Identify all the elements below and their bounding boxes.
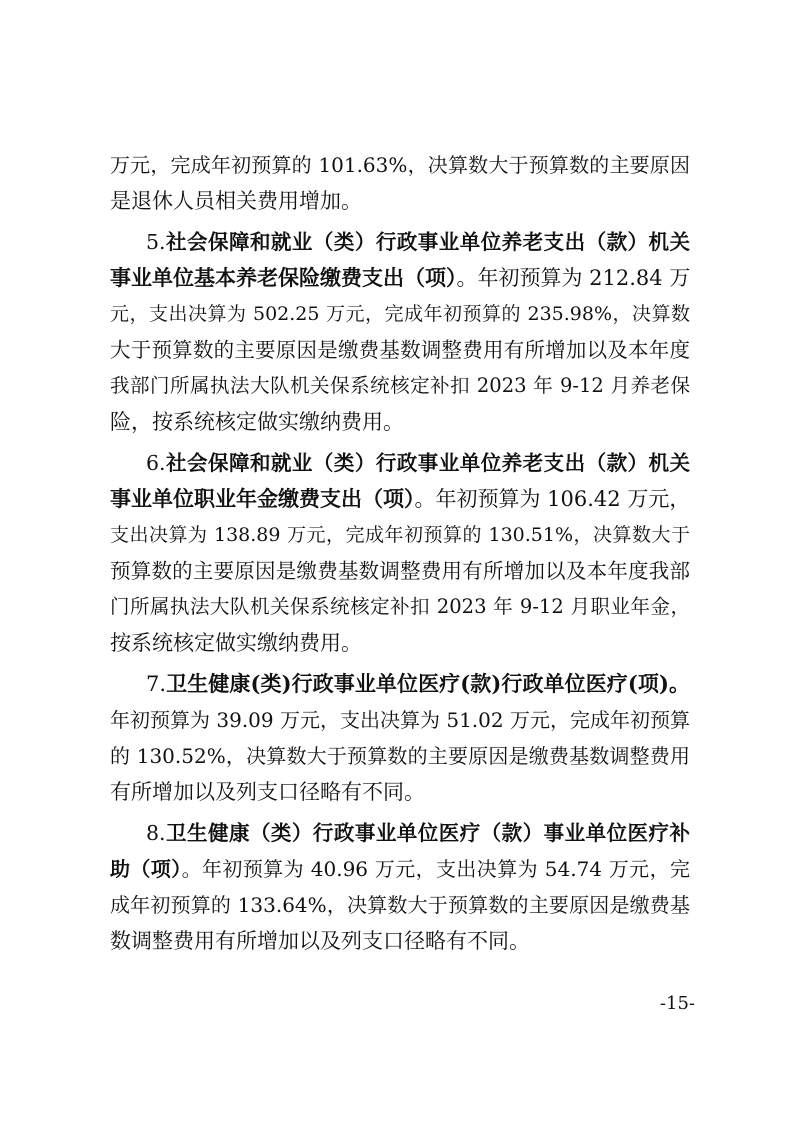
paragraph-line xyxy=(110,299,690,329)
item-heading: 卫生健康(类)行政事业单位医疗(款)行政单位医疗(项)。 xyxy=(166,671,690,696)
paragraph-line xyxy=(110,335,690,365)
paragraph-line xyxy=(110,407,690,437)
item-heading: 卫生健康（类）行政事业单位医疗（款）事业单位医疗补 xyxy=(165,821,690,845)
body-text: 年初预算为 39.09 万元，支出决算为 51.02 万元，完成年初预算 xyxy=(110,708,690,732)
body-text: 万元，完成年初预算的 101.63%，决算数大于预算数的主要原因 xyxy=(110,153,690,177)
paragraph-line xyxy=(110,705,690,735)
page-number: -15- xyxy=(659,993,695,1014)
item-heading: 助（项） xyxy=(110,857,182,881)
paragraph-line xyxy=(110,186,690,216)
item-number: 6. xyxy=(146,451,166,475)
body-text: 元，支出决算为 502.25 万元，完成年初预算的 235.98%，决算数 xyxy=(110,303,690,325)
body-text: 我部门所属执法大队机关保系统核定补扣 2023 年 9-12 月养老保 xyxy=(110,374,690,397)
paragraph-line xyxy=(110,890,690,920)
paragraph-line xyxy=(110,854,690,884)
item-heading: 社会保障和就业（类）行政事业单位养老支出（款）机关 xyxy=(165,230,690,254)
body-text: 有所增加以及列支口径略有不同。 xyxy=(110,780,425,804)
paragraph-line xyxy=(146,818,690,848)
body-text: 。年初预算为 40.96 万元，支出决算为 54.74 万元，完 xyxy=(181,857,690,881)
body-text: 险，按系统核定做实缴纳费用。 xyxy=(110,410,404,434)
paragraph-line xyxy=(110,628,690,658)
body-text: 。年初预算为 106.42 万元， xyxy=(414,487,690,511)
body-text: 支出决算为 138.89 万元，完成年初预算的 130.51%，决算数大于 xyxy=(110,524,690,546)
body-text: 门所属执法大队机关保系统核定补扣 2023 年 9-12 月职业年金， xyxy=(110,595,690,618)
paragraph-line xyxy=(110,371,690,401)
body-text: 。年初预算为 212.84 万 xyxy=(456,266,690,290)
body-text: 的 130.52%，决算数大于预算数的主要原因是缴费基数调整费用 xyxy=(110,744,690,768)
item-heading: 事业单位基本养老保险缴费支出（项） xyxy=(110,265,457,290)
paragraph-line xyxy=(110,150,690,180)
item-heading: 事业单位职业年金缴费支出（项） xyxy=(110,486,415,511)
body-text: 大于预算数的主要原因是缴费基数调整费用有所增加以及本年度 xyxy=(110,338,690,362)
body-text: 数调整费用有所增加以及列支口径略有不同。 xyxy=(110,929,530,953)
item-heading: 社会保障和就业（类）行政事业单位养老支出（款）机关 xyxy=(165,451,690,475)
item-number: 5. xyxy=(146,230,166,254)
paragraph-line xyxy=(146,448,690,478)
paragraph-line xyxy=(110,484,690,514)
paragraph-line xyxy=(110,926,690,956)
item-number: 7. xyxy=(146,672,167,696)
body-text: 按系统核定做实缴纳费用。 xyxy=(110,631,362,655)
paragraph-line xyxy=(110,592,690,622)
body-text: 预算数的主要原因是缴费基数调整费用有所增加以及本年度我部 xyxy=(110,559,690,583)
body-text: 是退休人员相关费用增加。 xyxy=(110,189,362,213)
paragraph-line xyxy=(110,556,690,586)
paragraph-line xyxy=(110,777,690,807)
body-text: 成年初预算的 133.64%，决算数大于预算数的主要原因是缴费基 xyxy=(110,893,690,917)
paragraph-line xyxy=(110,741,690,771)
paragraph-line xyxy=(146,227,690,257)
item-number: 8. xyxy=(146,821,166,845)
paragraph-line xyxy=(110,263,690,293)
paragraph-line xyxy=(146,669,690,699)
paragraph-line xyxy=(110,520,690,550)
